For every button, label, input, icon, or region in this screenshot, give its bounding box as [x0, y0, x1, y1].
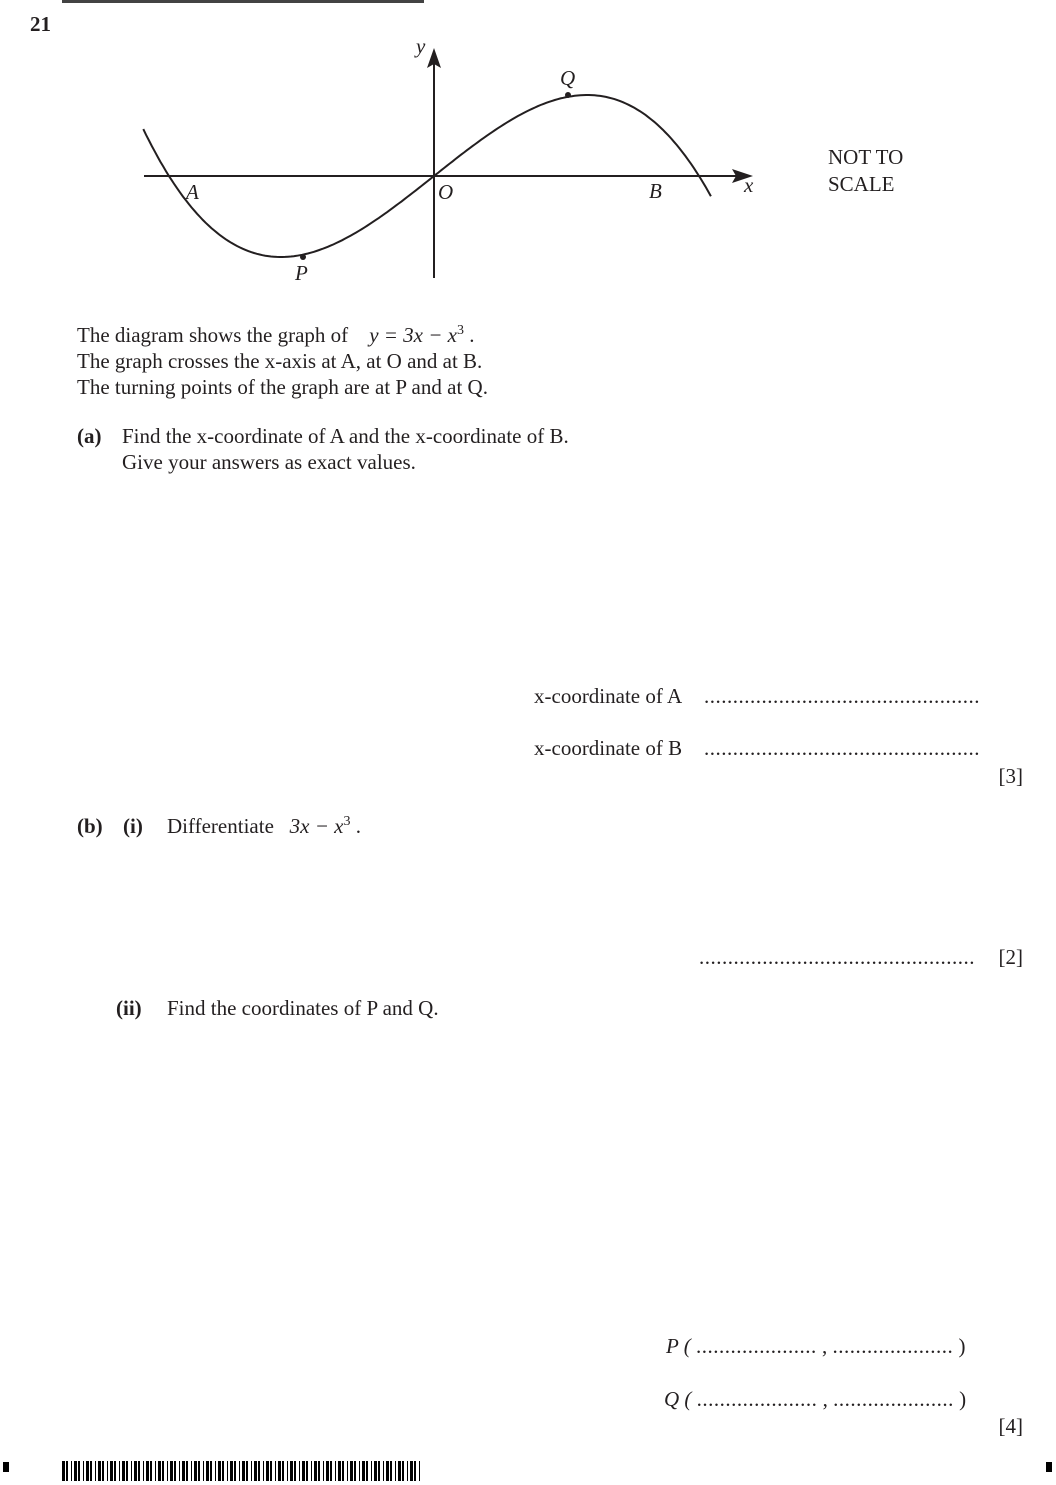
- barcode-bar: [179, 1461, 180, 1481]
- barcode-bar: [350, 1461, 353, 1481]
- barcode-bar: [131, 1461, 132, 1481]
- intro-line-1-suffix: .: [469, 323, 475, 347]
- barcode-bar: [302, 1461, 305, 1481]
- barcode-bar: [107, 1461, 108, 1481]
- barcode-bar: [338, 1461, 341, 1481]
- answer-field-p-x[interactable]: .....................: [695, 1334, 817, 1358]
- barcode-bar: [287, 1461, 288, 1481]
- corner-marker-right: [1046, 1462, 1052, 1472]
- barcode-bar: [270, 1461, 272, 1481]
- barcode-bar: [278, 1461, 281, 1481]
- barcode-bar: [323, 1461, 324, 1481]
- barcode-bar: [246, 1461, 248, 1481]
- answer-field-q-y[interactable]: .....................: [833, 1387, 954, 1411]
- answer-row-q: [664, 1387, 966, 1412]
- barcode-bar: [318, 1461, 320, 1481]
- answer-field-a[interactable]: ................................................: [704, 684, 980, 708]
- barcode-bar: [258, 1461, 260, 1481]
- barcode-bar: [71, 1461, 72, 1481]
- barcode-bar: [227, 1461, 228, 1481]
- top-barcode-strip: [62, 0, 424, 3]
- point-p-label: P: [295, 261, 308, 284]
- barcode-bar: [251, 1461, 252, 1481]
- barcode-bar: [194, 1461, 197, 1481]
- part-b-i-suffix: .: [355, 814, 361, 838]
- part-a-label: (a): [77, 424, 102, 448]
- barcode-bar: [374, 1461, 377, 1481]
- barcode-bar: [314, 1461, 317, 1481]
- barcode-bar: [335, 1461, 336, 1481]
- barcode-bar: [90, 1461, 92, 1481]
- barcode-bar: [342, 1461, 344, 1481]
- barcode-bar: [294, 1461, 296, 1481]
- barcode-bar: [150, 1461, 152, 1481]
- barcode-bar: [362, 1461, 365, 1481]
- part-a-question-line-1: Find the x-coordinate of A and the x-coordinate of B.: [122, 424, 569, 448]
- barcode-bar: [230, 1461, 233, 1481]
- footer-barcode: [62, 1461, 424, 1481]
- barcode-bar: [347, 1461, 348, 1481]
- barcode-bar: [174, 1461, 176, 1481]
- question-intro: [77, 318, 488, 400]
- intro-equation: y = 3x − x: [369, 323, 457, 347]
- barcode-bar: [102, 1461, 104, 1481]
- answer-q-comma: ,: [822, 1387, 828, 1411]
- answer-label-b: x-coordinate of B: [534, 736, 683, 760]
- barcode-bar: [275, 1461, 276, 1481]
- barcode-bar: [299, 1461, 300, 1481]
- barcode-bar: [359, 1461, 360, 1481]
- barcode-bar: [182, 1461, 185, 1481]
- barcode-bar: [395, 1461, 396, 1481]
- barcode-bar: [290, 1461, 293, 1481]
- barcode-bar: [203, 1461, 204, 1481]
- barcode-bar: [134, 1461, 137, 1481]
- barcode-bar: [234, 1461, 236, 1481]
- barcode-bar: [170, 1461, 173, 1481]
- barcode-bar: [254, 1461, 257, 1481]
- barcode-bar: [383, 1461, 384, 1481]
- part-a-question-line-2: Give your answers as exact values.: [122, 450, 416, 474]
- barcode-bar: [282, 1461, 284, 1481]
- barcode-bar: [326, 1461, 329, 1481]
- intro-line-3: The turning points of the graph are at P and at Q.: [77, 375, 488, 399]
- barcode-bar: [239, 1461, 240, 1481]
- part-b-i-question: [167, 814, 361, 839]
- part-b-i-label: (i): [123, 814, 143, 838]
- barcode-bar: [306, 1461, 308, 1481]
- barcode-bar: [114, 1461, 116, 1481]
- barcode-bar: [330, 1461, 332, 1481]
- barcode-bar: [78, 1461, 80, 1481]
- barcode-bar: [167, 1461, 168, 1481]
- answer-label-a: x-coordinate of A: [534, 684, 683, 708]
- answer-label-q: Q (: [664, 1387, 692, 1411]
- answer-field-p-y[interactable]: .....................: [832, 1334, 954, 1358]
- not-to-scale-note: NOT TO SCALE: [828, 145, 904, 196]
- barcode-bar: [402, 1461, 404, 1481]
- barcode-bar: [74, 1461, 77, 1481]
- intro-line-2: The graph crosses the x-axis at A, at O and at B.: [77, 349, 483, 373]
- barcode-bar: [386, 1461, 389, 1481]
- answer-label-p: P (: [666, 1334, 691, 1358]
- barcode-bar: [378, 1461, 380, 1481]
- part-b-ii-label: (ii): [116, 996, 142, 1020]
- barcode-bar: [218, 1461, 221, 1481]
- barcode-bar: [98, 1461, 101, 1481]
- part-b-label: (b): [77, 814, 103, 838]
- marks-part-a: [3]: [998, 764, 1023, 788]
- barcode-bar: [242, 1461, 245, 1481]
- point-p-marker: [300, 254, 306, 260]
- barcode-bar: [222, 1461, 224, 1481]
- part-b-i-exponent: 3: [343, 814, 351, 829]
- barcode-bar: [138, 1461, 140, 1481]
- question-number: 21: [30, 12, 51, 36]
- y-axis-label: y: [416, 34, 426, 58]
- barcode-bar: [390, 1461, 392, 1481]
- answer-p-close: ): [958, 1334, 966, 1358]
- barcode-bar: [162, 1461, 164, 1481]
- barcode-bar: [354, 1461, 356, 1481]
- barcode-bar: [311, 1461, 312, 1481]
- barcode-bar: [191, 1461, 192, 1481]
- point-q-label: Q: [560, 66, 576, 90]
- intro-line-1-prefix: The diagram shows the graph of: [77, 323, 349, 347]
- marks-part-b-ii: [4]: [998, 1414, 1023, 1438]
- barcode-bar: [146, 1461, 149, 1481]
- barcode-bar: [263, 1461, 264, 1481]
- barcode-bar: [407, 1461, 408, 1481]
- barcode-bar: [398, 1461, 401, 1481]
- barcode-bar: [86, 1461, 89, 1481]
- barcode-bar: [206, 1461, 209, 1481]
- barcode-bar: [410, 1461, 413, 1481]
- barcode-bar: [95, 1461, 96, 1481]
- barcode-bar: [158, 1461, 161, 1481]
- barcode-bar: [266, 1461, 269, 1481]
- barcode-bar: [414, 1461, 416, 1481]
- barcode-bar: [126, 1461, 128, 1481]
- barcode-bar: [122, 1461, 125, 1481]
- barcode-bar: [186, 1461, 188, 1481]
- barcode-bar: [62, 1461, 65, 1481]
- point-o-label: O: [438, 180, 454, 204]
- barcode-bar: [66, 1461, 68, 1481]
- intro-equation-exponent: 3: [457, 323, 464, 338]
- x-axis-label: x: [744, 173, 754, 197]
- answer-q-close: ): [959, 1387, 967, 1411]
- barcode-bar: [371, 1461, 372, 1481]
- barcode-bar: [366, 1461, 368, 1481]
- part-b-i-expression: 3x − x: [289, 814, 344, 838]
- barcode-bar: [83, 1461, 84, 1481]
- barcode-bar: [210, 1461, 212, 1481]
- barcode-bar: [143, 1461, 144, 1481]
- answer-row-p: [666, 1334, 965, 1359]
- barcode-bar: [110, 1461, 113, 1481]
- intro-line-1: [77, 318, 488, 348]
- point-b-label: B: [649, 179, 662, 203]
- cubic-graph: [120, 34, 780, 284]
- answer-p-comma: ,: [821, 1334, 828, 1358]
- barcode-bar: [155, 1461, 156, 1481]
- barcode-bar: [198, 1461, 200, 1481]
- point-a-label: A: [186, 180, 199, 204]
- corner-marker-left: [3, 1462, 9, 1472]
- part-b-ii-question: Find the coordinates of P and Q.: [167, 996, 439, 1020]
- answer-field-b[interactable]: ................................................: [704, 736, 980, 760]
- marks-part-b-i: [2]: [998, 945, 1023, 969]
- answer-field-derivative[interactable]: ................................................: [699, 945, 975, 969]
- barcode-bar: [119, 1461, 120, 1481]
- point-q-marker: [565, 92, 571, 98]
- barcode-bar: [215, 1461, 216, 1481]
- answer-field-q-x[interactable]: .....................: [696, 1387, 818, 1411]
- part-b-i-text: Differentiate: [167, 814, 274, 838]
- barcode-bar: [419, 1461, 420, 1481]
